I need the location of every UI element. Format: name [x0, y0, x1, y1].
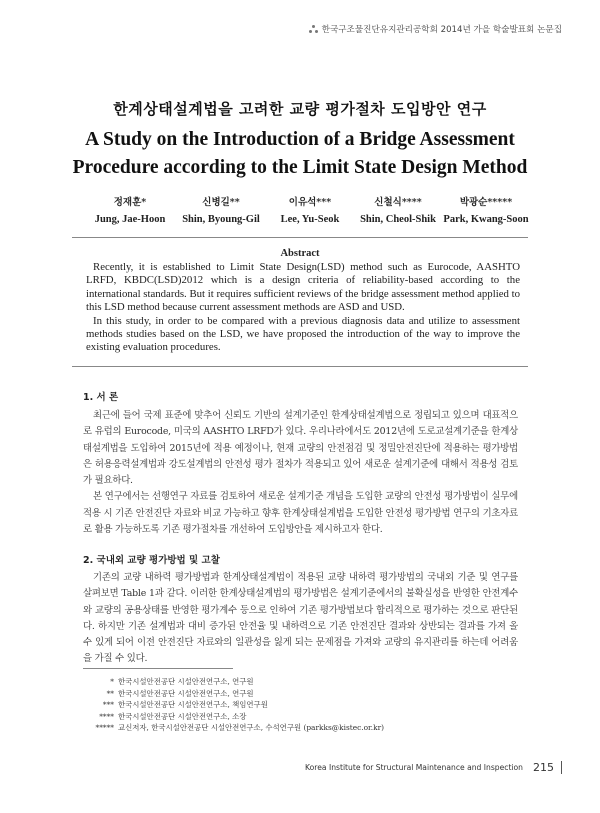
- abstract-heading: Abstract: [280, 248, 320, 259]
- author-name-en: Shin, Byoung-Gil: [182, 214, 260, 225]
- abstract-paragraph: Recently, it is established to Limit State Design(LSD) method such as Eurocode, AASHTO LRFD, KBDC(LSD)2012 which is a design criteria of reliability-based according to the international standards. But it requires sufficient reviews of the bridge assessment method applied to this LSD method because current assessment methods are ASD and USD.: [86, 261, 520, 314]
- divider: [72, 237, 528, 238]
- footnote-mark: ****: [99, 711, 114, 721]
- section-heading: 2. 국내외 교량 평가방법 및 고찰: [83, 555, 220, 566]
- footnote-divider: [83, 668, 233, 669]
- author-name-ko: 박광순*****: [459, 197, 513, 208]
- author-name-en: Park, Kwang-Soon: [443, 214, 529, 225]
- section-heading: 1. 서 론: [83, 392, 119, 403]
- page-number: 215: [533, 761, 562, 774]
- author-list: [87, 194, 527, 234]
- footnote-text: 교신저자, 한국시설안전공단 시설안전연구소, 수석연구원 (parkks@kistec.or.kr): [118, 723, 385, 732]
- author-name-ko: 신철식****: [374, 197, 422, 208]
- author-name-ko: 정재훈*: [113, 197, 147, 208]
- english-title: [0, 126, 600, 182]
- korean-title: 한계상태설계법을 고려한 교량 평가절차 도입방안 연구: [113, 100, 487, 118]
- author: [175, 194, 267, 225]
- abstract-body: [86, 261, 520, 355]
- author-name-ko: 신병길**: [202, 197, 240, 208]
- footnote: [84, 699, 384, 711]
- english-title-line: Procedure according to the Limit State Design Method: [72, 157, 528, 178]
- body-paragraph: 최근에 들어 국제 표준에 맞추어 신뢰도 기반의 설계기준인 한계상태설계법으로 정립되고 있으며 대표적으로 유럽의 Eurocode, 미국의 AASHTO LRFD가 있다. 우리나라에서도 2012년에 도로교설계기준을 한계상태설계법을 도입하여 2015년에 적용 예정이나, 현재 교량의 안전점검 및 정밀안전진단에 적용하는 평가방법은 허용응력설계법과 강도설계법의 안전성 평가 절차가 적용되고 있어 새로운 설계기준에 대해서 적용성 검토가 필요하다.: [83, 410, 518, 487]
- footnote-mark: *****: [95, 723, 114, 732]
- running-header: [309, 23, 562, 35]
- footnote: [84, 688, 384, 700]
- author: [443, 194, 529, 225]
- footnote: [84, 711, 384, 723]
- footnote-text: 한국시설안전공단 시설안전연구소, 연구원: [118, 688, 254, 698]
- body-paragraph: 기존의 교량 내하력 평가방법과 한계상태설계법이 적용된 교량 내하력 평가방법의 국내외 기준 및 연구를 살펴보면 Table 1과 같다. 이러한 한계상태설계법의 평가방법은 설계기준에서의 불확실성을 반영한 안전계수와 교량의 공용상태를 반영한 평가계수 등으로 인하여 기존 평가방법보다 합리적으로 평가하는 것으로 판단된다. 하지만 기존 설계법과 대비 증가된 안전율 및 내하력으로 기존 안전진단 결과와 상반되는 결과를 가져 올 수 있게 되어 이전 안전진단 자료와의 일관성을 잃게 되는 문제점을 가져와 교량의 유지관리를 하는데 어려움을 가질 수 있다.: [83, 572, 518, 665]
- divider: [72, 366, 528, 367]
- english-title-line: A Study on the Introduction of a Bridge Assessment: [85, 129, 515, 150]
- author-name-ko: 이유석***: [288, 197, 332, 208]
- author-name-en: Lee, Yu-Seok: [280, 214, 340, 225]
- footer-journal: Korea Institute for Structural Maintenance and Inspection: [305, 763, 523, 772]
- author-name-en: Jung, Jae-Hoon: [94, 214, 166, 225]
- author: [269, 194, 351, 225]
- footnote-text: 한국시설안전공단 시설안전연구소, 연구원: [118, 677, 254, 686]
- section-body: [83, 570, 518, 668]
- footnote: [84, 676, 384, 688]
- footnote-mark: ***: [102, 700, 114, 709]
- body-paragraph: 본 연구에서는 선행연구 자료를 검토하여 새로운 설계기준 개념을 도입한 교량의 안전성 평가방법이 실무에 적용 시 기존 안전진단 자료와 비교 가능하고 향후 한계상태설계법을 도입한 안전성 평가방법 연구의 기초자료로 활용 가능하도록 기존 평가절차를 개선하여 도입방안을 제시하고자 한다.: [83, 491, 518, 536]
- footnote: [84, 722, 384, 734]
- author: [87, 194, 173, 225]
- footnote-mark: *: [110, 677, 114, 686]
- author-name-en: Shin, Cheol-Shik: [360, 214, 436, 225]
- footnote-mark: **: [106, 688, 114, 698]
- running-title: 한국구조물진단유지관리공학회 2014년 가을 학술발표회 논문집: [321, 25, 562, 35]
- society-logo-icon: [309, 25, 318, 34]
- footnote-text: 한국시설안전공단 시설안전연구소, 소장: [118, 711, 247, 721]
- section-body: [83, 408, 518, 538]
- page-footer: [305, 761, 562, 774]
- abstract-paragraph: In this study, in order to be compared with a previous diagnosis data and utilize to assessment methods studies based on the LSD, we have proposed the introduction of the way to improve the existing evaluation procedures.: [86, 314, 520, 354]
- footnotes: [84, 676, 384, 734]
- author: [351, 194, 445, 225]
- footnote-text: 한국시설안전공단 시설안전연구소, 책임연구원: [118, 700, 268, 709]
